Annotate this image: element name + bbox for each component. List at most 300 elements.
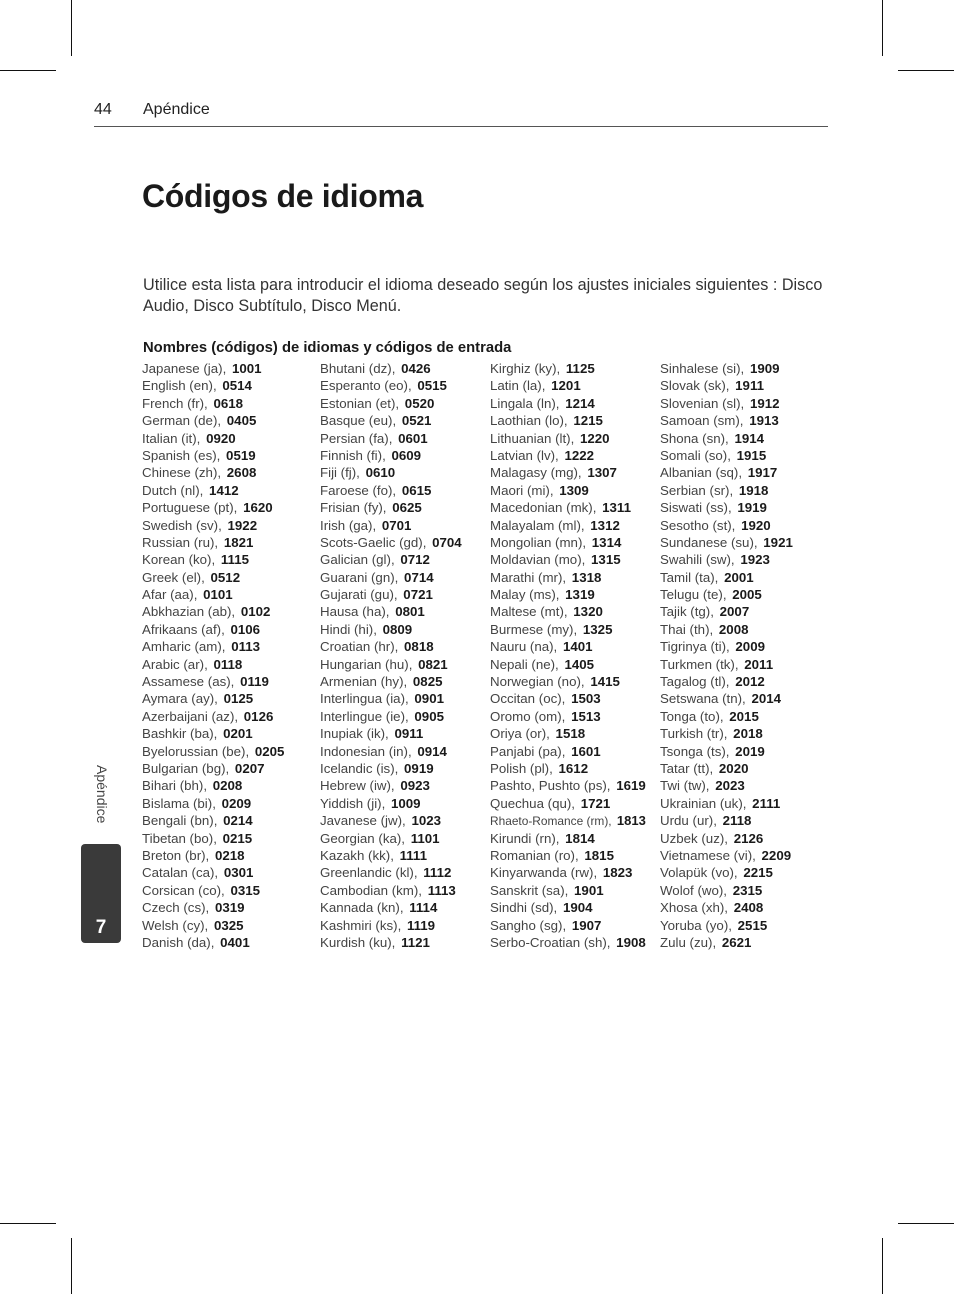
language-name: Cambodian (km), xyxy=(320,882,422,898)
language-name: Kirundi (rn), xyxy=(490,830,560,846)
language-code: 1312 xyxy=(590,517,620,533)
language-name: Nauru (na), xyxy=(490,639,558,655)
language-entry xyxy=(142,760,284,777)
language-name: Rhaeto-Romance (rm), xyxy=(490,814,612,829)
language-code: 1815 xyxy=(584,847,614,863)
language-entry xyxy=(660,638,793,655)
language-entry xyxy=(660,395,793,412)
language-name: Lingala (ln), xyxy=(490,395,560,411)
language-code: 1612 xyxy=(558,760,589,776)
language-entry xyxy=(660,830,793,847)
language-name: Frisian (fy), xyxy=(320,500,387,516)
language-entry xyxy=(490,638,646,655)
language-code: 0610 xyxy=(365,465,396,481)
language-entry xyxy=(490,412,646,429)
language-code: 0101 xyxy=(203,587,233,603)
language-entry xyxy=(320,482,462,499)
language-code: 0515 xyxy=(417,378,447,394)
language-code: 0209 xyxy=(221,795,252,811)
language-name: Vietnamese (vi), xyxy=(660,847,756,863)
language-code: 1901 xyxy=(574,882,604,898)
language-name: Croatian (hr), xyxy=(320,639,399,655)
language-code: 1923 xyxy=(740,552,770,568)
language-code: 2014 xyxy=(751,691,782,707)
language-name: Tsonga (ts), xyxy=(660,743,730,759)
language-code: 1215 xyxy=(573,413,603,429)
language-name: Greek (el), xyxy=(142,569,205,585)
language-name: Hindi (hi), xyxy=(320,621,377,637)
language-name: Bulgarian (bg), xyxy=(142,760,230,776)
language-entry xyxy=(142,847,284,864)
language-code: 2008 xyxy=(718,621,749,637)
language-name: Georgian (ka), xyxy=(320,830,405,846)
language-name: Korean (ko), xyxy=(142,552,216,568)
language-code: 0106 xyxy=(230,621,261,637)
language-name: Malay (ms), xyxy=(490,587,560,603)
language-entry xyxy=(320,760,462,777)
language-code: 1307 xyxy=(587,465,617,481)
language-code: 1325 xyxy=(582,621,613,637)
language-code: 2215 xyxy=(743,865,773,881)
language-code: 2408 xyxy=(733,900,764,916)
language-entry xyxy=(142,621,284,638)
language-code: 0401 xyxy=(220,934,250,950)
language-name: Kannada (kn), xyxy=(320,900,404,916)
language-entry xyxy=(490,690,646,707)
language-code: 0325 xyxy=(213,917,244,933)
intro-paragraph: Utilice esta lista para introducir el idioma deseado según los ajustes iniciales siguientes : Disco Audio, Disco Subtítulo, Disco Menú. xyxy=(143,276,823,315)
language-code: 1415 xyxy=(590,674,620,690)
language-name: Macedonian (mk), xyxy=(490,500,597,516)
language-name: Nepali (ne), xyxy=(490,656,559,672)
language-entry xyxy=(320,517,462,534)
language-code: 0919 xyxy=(404,760,434,776)
language-code: 1222 xyxy=(564,447,595,463)
language-code: 1919 xyxy=(737,500,767,516)
language-name: Assamese (as), xyxy=(142,674,235,690)
language-name: Kazakh (kk), xyxy=(320,847,394,863)
language-name: Maori (mi), xyxy=(490,482,554,498)
list-heading: Nombres (códigos) de idiomas y códigos de entrada xyxy=(143,340,512,356)
language-code: 0618 xyxy=(213,395,244,411)
language-code: 1220 xyxy=(579,430,610,446)
language-entry xyxy=(320,551,462,568)
language-code: 1922 xyxy=(227,517,258,533)
language-name: Pashto, Pushto (ps), xyxy=(490,778,611,794)
language-name: Lithuanian (lt), xyxy=(490,430,575,446)
language-entry xyxy=(142,795,284,812)
language-entry xyxy=(660,464,793,481)
language-code: 2315 xyxy=(732,882,763,898)
language-code: 0405 xyxy=(226,413,257,429)
language-name: Xhosa (xh), xyxy=(660,900,728,916)
language-code: 0113 xyxy=(231,639,261,655)
language-entry xyxy=(142,812,284,829)
language-code: 0521 xyxy=(401,413,432,429)
language-entry xyxy=(660,586,793,603)
language-entry xyxy=(320,690,462,707)
language-entry xyxy=(490,395,646,412)
language-code: 1909 xyxy=(749,361,780,376)
language-code: 1914 xyxy=(734,430,765,446)
language-code: 1111 xyxy=(399,847,427,863)
language-name: Chinese (zh), xyxy=(142,465,222,481)
language-name: Armenian (hy), xyxy=(320,674,408,690)
language-column-2 xyxy=(320,360,462,951)
language-entry xyxy=(490,708,646,725)
language-entry xyxy=(142,603,284,620)
language-name: Tibetan (bo), xyxy=(142,830,217,846)
language-name: Sangho (sg), xyxy=(490,917,567,933)
language-name: Telugu (te), xyxy=(660,587,727,603)
language-code: 1023 xyxy=(411,813,442,829)
language-entry xyxy=(490,499,646,516)
language-code: 0801 xyxy=(395,604,425,620)
language-name: Latin (la), xyxy=(490,378,546,394)
language-entry xyxy=(660,673,793,690)
language-entry xyxy=(142,499,284,516)
language-entry xyxy=(320,430,462,447)
language-entry xyxy=(490,464,646,481)
language-name: Portuguese (pt), xyxy=(142,500,238,516)
language-entry xyxy=(142,447,284,464)
language-name: Persian (fa), xyxy=(320,430,393,446)
language-entry xyxy=(490,777,646,794)
language-name: Oromo (om), xyxy=(490,708,566,724)
language-code: 0319 xyxy=(214,900,245,916)
language-entry xyxy=(660,360,793,377)
language-name: Polish (pl), xyxy=(490,760,553,776)
language-entry xyxy=(660,812,793,829)
language-code: 1405 xyxy=(564,656,595,672)
language-name: Bengali (bn), xyxy=(142,813,218,829)
language-code: 2019 xyxy=(735,743,765,759)
language-entry xyxy=(142,586,284,603)
language-name: Japanese (ja), xyxy=(142,361,227,376)
language-code: 2020 xyxy=(718,760,749,776)
language-entry xyxy=(320,447,462,464)
language-code: 0102 xyxy=(240,604,271,620)
language-entry xyxy=(490,917,646,934)
language-entry xyxy=(142,864,284,881)
language-entry xyxy=(660,621,793,638)
language-code: 1513 xyxy=(571,708,601,724)
language-entry xyxy=(142,430,284,447)
language-entry xyxy=(142,377,284,394)
page-number: 44 xyxy=(94,101,112,118)
language-name: Tigrinya (ti), xyxy=(660,639,730,655)
header-divider xyxy=(94,126,828,127)
language-name: Slovak (sk), xyxy=(660,378,730,394)
language-name: Hausa (ha), xyxy=(320,604,390,620)
language-code: 0205 xyxy=(254,743,285,759)
language-code: 1518 xyxy=(555,726,586,742)
language-entry xyxy=(320,395,462,412)
language-entry xyxy=(490,934,646,951)
language-code: 1121 xyxy=(401,934,430,950)
language-code: 0214 xyxy=(223,813,253,829)
language-code: 1009 xyxy=(390,795,421,811)
language-entry xyxy=(660,534,793,551)
language-entry xyxy=(142,412,284,429)
language-code: 0207 xyxy=(234,760,265,776)
language-entry xyxy=(660,882,793,899)
side-section-label: Apéndice xyxy=(94,765,110,824)
language-code: 0901 xyxy=(414,691,444,707)
crop-mark xyxy=(882,1238,883,1294)
language-name: Swahili (sw), xyxy=(660,552,735,568)
language-name: Sundanese (su), xyxy=(660,534,758,550)
language-name: Thai (th), xyxy=(660,621,714,637)
language-name: Latvian (lv), xyxy=(490,447,559,463)
language-entry xyxy=(320,621,462,638)
language-entry xyxy=(490,812,646,829)
language-code: 1320 xyxy=(573,604,603,620)
language-entry xyxy=(142,934,284,951)
language-name: Czech (cs), xyxy=(142,900,210,916)
language-name: Irish (ga), xyxy=(320,517,377,533)
language-name: Indonesian (in), xyxy=(320,743,412,759)
language-entry xyxy=(490,551,646,568)
language-entry xyxy=(660,482,793,499)
language-entry xyxy=(660,377,793,394)
language-code: 0704 xyxy=(432,534,462,550)
language-name: Interlingue (ie), xyxy=(320,708,409,724)
language-column-1 xyxy=(142,360,284,951)
language-code: 1412 xyxy=(209,482,239,498)
language-name: Finnish (fi), xyxy=(320,447,386,463)
language-name: Moldavian (mo), xyxy=(490,552,586,568)
language-code: 0218 xyxy=(214,847,245,863)
language-entry xyxy=(660,899,793,916)
language-name: Byelorussian (be), xyxy=(142,743,250,759)
language-entry xyxy=(142,464,284,481)
language-entry xyxy=(320,847,462,864)
language-code: 0701 xyxy=(381,517,412,533)
crop-mark xyxy=(898,70,954,71)
language-entry xyxy=(142,395,284,412)
crop-mark xyxy=(898,1223,954,1224)
language-entry xyxy=(320,777,462,794)
language-code: 0712 xyxy=(400,552,430,568)
language-code: 0809 xyxy=(382,621,413,637)
language-entry xyxy=(320,882,462,899)
language-code: 1201 xyxy=(551,378,581,394)
language-name: Sesotho (st), xyxy=(660,517,736,533)
language-name: Panjabi (pa), xyxy=(490,743,566,759)
language-entry xyxy=(490,621,646,638)
language-entry xyxy=(142,517,284,534)
language-code: 2023 xyxy=(715,778,745,794)
language-name: Bashkir (ba), xyxy=(142,726,218,742)
language-code: 2005 xyxy=(732,587,762,603)
language-code: 2009 xyxy=(735,639,765,655)
language-code: 1112 xyxy=(423,865,452,881)
language-code: 0721 xyxy=(403,587,433,603)
language-entry xyxy=(660,569,793,586)
language-name: Slovenian (sl), xyxy=(660,395,745,411)
language-name: Norwegian (no), xyxy=(490,674,585,690)
language-entry xyxy=(660,499,793,516)
language-code: 0911 xyxy=(394,726,424,742)
language-code: 1315 xyxy=(591,552,621,568)
language-code: 1113 xyxy=(427,882,456,898)
language-name: Malagasy (mg), xyxy=(490,465,582,481)
language-entry xyxy=(490,830,646,847)
language-name: Kinyarwanda (rw), xyxy=(490,865,598,881)
language-name: Samoan (sm), xyxy=(660,413,744,429)
language-code: 0914 xyxy=(417,743,447,759)
language-name: Azerbaijani (az), xyxy=(142,708,239,724)
language-name: Twi (tw), xyxy=(660,778,710,794)
language-entry xyxy=(320,638,462,655)
language-entry xyxy=(142,569,284,586)
language-entry xyxy=(490,725,646,742)
language-entry xyxy=(660,690,793,707)
language-name: Laothian (lo), xyxy=(490,413,568,429)
language-entry xyxy=(490,377,646,394)
language-name: Occitan (oc), xyxy=(490,691,566,707)
language-code: 1619 xyxy=(616,778,646,794)
language-entry xyxy=(490,447,646,464)
language-name: Kirghiz (ky), xyxy=(490,361,561,376)
language-entry xyxy=(490,586,646,603)
chapter-tab xyxy=(81,844,121,943)
language-code: 1125 xyxy=(565,361,595,376)
language-code: 0126 xyxy=(243,708,274,724)
language-name: Swedish (sv), xyxy=(142,517,222,533)
language-name: Serbo-Croatian (sh), xyxy=(490,934,611,950)
language-entry xyxy=(320,743,462,760)
language-entry xyxy=(320,499,462,516)
language-entry xyxy=(490,899,646,916)
language-entry xyxy=(660,864,793,881)
crop-mark xyxy=(0,1223,56,1224)
language-code: 1915 xyxy=(736,447,767,463)
language-code: 0201 xyxy=(223,726,253,742)
language-name: French (fr), xyxy=(142,395,208,411)
language-code: 2621 xyxy=(721,934,752,950)
language-entry xyxy=(660,847,793,864)
language-entry xyxy=(142,899,284,916)
language-code: 2515 xyxy=(737,917,768,933)
language-code: 2608 xyxy=(226,465,257,481)
language-entry xyxy=(142,656,284,673)
language-code: 2012 xyxy=(735,674,765,690)
language-entry xyxy=(490,656,646,673)
language-name: Kurdish (ku), xyxy=(320,934,396,950)
language-name: Javanese (jw), xyxy=(320,813,406,829)
language-name: Zulu (zu), xyxy=(660,934,717,950)
language-name: Abkhazian (ab), xyxy=(142,604,236,620)
language-entry xyxy=(490,882,646,899)
language-entry xyxy=(660,743,793,760)
language-code: 0609 xyxy=(391,447,422,463)
language-code: 1314 xyxy=(591,534,622,550)
language-code: 1920 xyxy=(741,517,771,533)
language-code: 1620 xyxy=(243,500,273,516)
language-name: Inupiak (ik), xyxy=(320,726,389,742)
language-code: 1309 xyxy=(559,482,589,498)
language-code: 2209 xyxy=(761,847,792,863)
language-name: Tatar (tt), xyxy=(660,760,714,776)
language-code: 2018 xyxy=(733,726,763,742)
language-code: 1214 xyxy=(565,395,595,411)
language-entry xyxy=(320,864,462,881)
language-name: Somali (so), xyxy=(660,447,731,463)
language-name: Sinhalese (si), xyxy=(660,361,745,376)
language-name: Esperanto (eo), xyxy=(320,378,412,394)
language-name: German (de), xyxy=(142,413,222,429)
language-name: Malayalam (ml), xyxy=(490,517,585,533)
language-name: Marathi (mr), xyxy=(490,569,567,585)
language-entry xyxy=(660,934,793,951)
language-entry xyxy=(660,551,793,568)
language-code: 2118 xyxy=(722,813,752,829)
language-name: Spanish (es), xyxy=(142,447,221,463)
language-name: Romanian (ro), xyxy=(490,847,579,863)
language-name: Albanian (sq), xyxy=(660,465,743,481)
language-name: Volapük (vo), xyxy=(660,865,738,881)
language-entry xyxy=(320,656,462,673)
language-entry xyxy=(320,360,462,377)
language-entry xyxy=(490,795,646,812)
language-name: Bislama (bi), xyxy=(142,795,216,811)
language-entry xyxy=(490,760,646,777)
language-name: Uzbek (uz), xyxy=(660,830,728,846)
language-entry xyxy=(142,534,284,551)
language-code: 1119 xyxy=(406,917,436,933)
language-entry xyxy=(320,464,462,481)
language-name: Corsican (co), xyxy=(142,882,225,898)
language-name: Yoruba (yo), xyxy=(660,917,732,933)
language-entry xyxy=(660,725,793,742)
language-name: Russian (ru), xyxy=(142,534,219,550)
language-entry xyxy=(142,882,284,899)
language-name: Tajik (tg), xyxy=(660,604,714,620)
language-code: 0125 xyxy=(223,691,254,707)
language-entry xyxy=(142,917,284,934)
language-name: Kashmiri (ks), xyxy=(320,917,402,933)
language-code: 0821 xyxy=(418,656,448,672)
language-name: Tagalog (tl), xyxy=(660,674,730,690)
language-name: Estonian (et), xyxy=(320,395,400,411)
language-code: 1907 xyxy=(571,917,602,933)
language-code: 1814 xyxy=(565,830,595,846)
language-code: 0514 xyxy=(222,378,252,394)
language-entry xyxy=(142,638,284,655)
language-code: 1904 xyxy=(562,900,593,916)
language-name: Maltese (mt), xyxy=(490,604,568,620)
language-entry xyxy=(142,830,284,847)
chapter-number: 7 xyxy=(95,917,107,938)
language-name: Faroese (fo), xyxy=(320,482,397,498)
language-code: 1601 xyxy=(571,743,601,759)
language-code: 1001 xyxy=(231,361,262,376)
language-entry xyxy=(320,830,462,847)
language-code: 0625 xyxy=(392,500,422,516)
language-name: Setswana (tn), xyxy=(660,691,746,707)
language-code: 1721 xyxy=(580,795,611,811)
language-code: 2126 xyxy=(733,830,764,846)
language-entry xyxy=(660,777,793,794)
language-name: Fiji (fj), xyxy=(320,465,360,481)
language-entry xyxy=(320,673,462,690)
language-entry xyxy=(320,795,462,812)
language-entry xyxy=(490,517,646,534)
language-name: Catalan (ca), xyxy=(142,865,219,881)
language-code: 1311 xyxy=(602,500,631,516)
